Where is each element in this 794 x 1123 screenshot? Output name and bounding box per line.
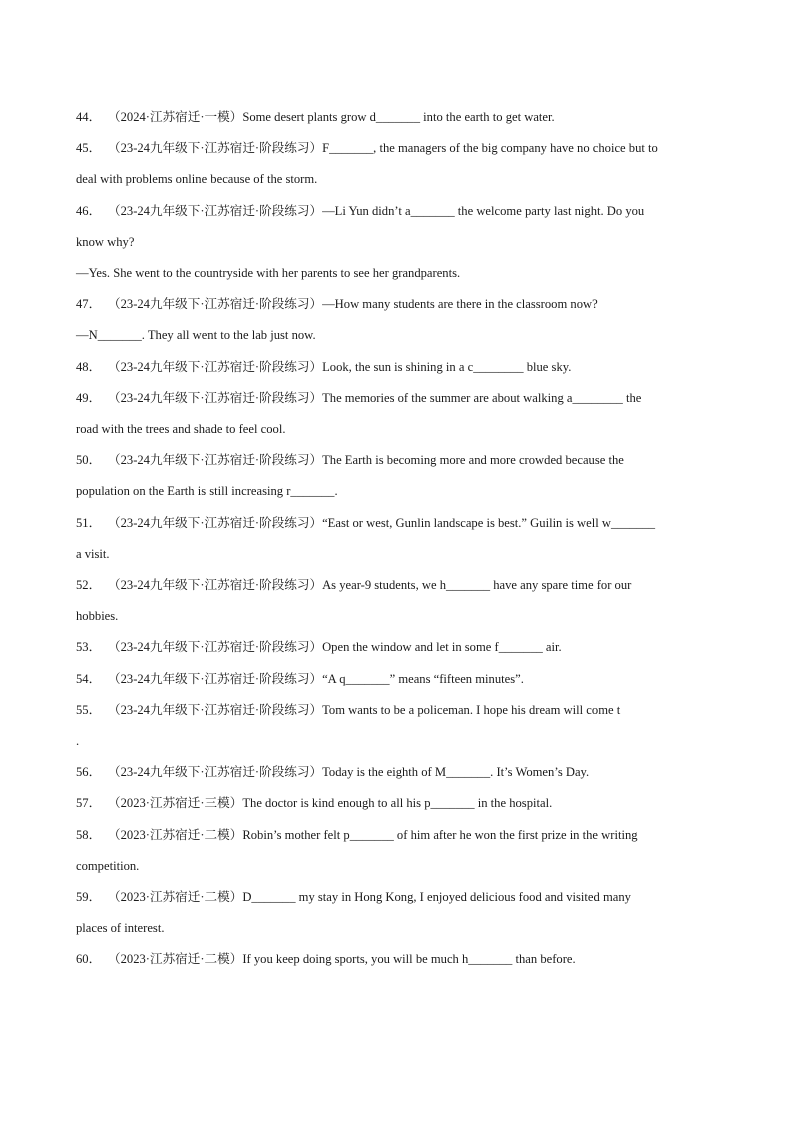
question-text: （23-24九年级下·江苏宿迁·阶段练习）The memories of the summer are about walking a________ the	[108, 390, 642, 405]
question-list	[76, 102, 718, 976]
question-text-cont: population on the Earth is still increasing r_______.	[76, 484, 338, 499]
question-47	[76, 289, 718, 351]
question-text: （23-24九年级下·江苏宿迁·阶段练习）Today is the eighth of M_______. It’s Women’s Day.	[108, 765, 590, 780]
question-text-cont: a visit.	[76, 546, 110, 561]
question-text-cont: .	[76, 734, 80, 749]
question-number: 57．	[76, 796, 102, 811]
question-number: 47．	[76, 297, 102, 312]
question-text: （2024·江苏宿迁·一模）Some desert plants grow d_______ into the earth to get water.	[108, 110, 555, 124]
question-text-cont: deal with problems online because of the storm.	[76, 172, 318, 187]
question-52	[76, 570, 718, 632]
question-number: 49．	[76, 390, 102, 405]
question-text-cont: hobbies.	[76, 609, 119, 624]
question-53	[76, 632, 718, 663]
question-number: 55．	[76, 702, 102, 717]
question-text: （23-24九年级下·江苏宿迁·阶段练习）As year-9 students, we h_______ have any spare time for our	[108, 578, 632, 593]
question-number: 48．	[76, 359, 102, 374]
question-59	[76, 882, 718, 944]
question-57	[76, 788, 718, 819]
question-text-cont: competition.	[76, 858, 140, 873]
question-54	[76, 664, 718, 695]
question-49	[76, 383, 718, 445]
question-text-cont: know why?	[76, 234, 135, 249]
question-text: （23-24九年级下·江苏宿迁·阶段练习）“A q_______” means “fifteen minutes”.	[108, 671, 524, 686]
question-text: （23-24九年级下·江苏宿迁·阶段练习）Open the window and let in some f_______ air.	[108, 640, 562, 655]
question-text: （23-24九年级下·江苏宿迁·阶段练习）—How many students are there in the classroom now?	[108, 297, 598, 312]
question-51	[76, 508, 718, 570]
question-number: 52．	[76, 578, 102, 593]
question-55	[76, 695, 718, 757]
question-60	[76, 944, 718, 975]
question-56	[76, 757, 718, 788]
question-48	[76, 352, 718, 383]
question-text-cont: road with the trees and shade to feel cool.	[76, 422, 286, 437]
question-50	[76, 445, 718, 507]
question-text: （23-24九年级下·江苏宿迁·阶段练习）—Li Yun didn’t a_______ the welcome party last night. Do you	[108, 203, 645, 218]
question-number: 58．	[76, 827, 102, 842]
question-number: 50．	[76, 453, 102, 468]
question-text: （2023·江苏宿迁·二模）If you keep doing sports, you will be much h_______ than before.	[108, 952, 576, 967]
question-number: 60．	[76, 952, 102, 967]
question-answer-line: —N_______. They all went to the lab just now.	[76, 328, 316, 343]
question-46	[76, 196, 718, 290]
question-number: 45．	[76, 141, 102, 156]
question-text: （23-24九年级下·江苏宿迁·阶段练习）Look, the sun is shining in a c________ blue sky.	[108, 359, 572, 374]
question-number: 54．	[76, 671, 102, 686]
question-text: （2023·江苏宿迁·三模）The doctor is kind enough to all his p_______ in the hospital.	[108, 796, 553, 811]
question-number: 46．	[76, 203, 102, 218]
question-text: （23-24九年级下·江苏宿迁·阶段练习）“East or west, Gunlin landscape is best.” Guilin is well w_______	[108, 515, 656, 530]
question-number: 44．	[76, 110, 102, 124]
question-44	[76, 102, 718, 133]
question-text: （2023·江苏宿迁·二模）Robin’s mother felt p_______ of him after he won the first prize in the writing	[108, 827, 638, 842]
question-text: （23-24九年级下·江苏宿迁·阶段练习）The Earth is becoming more and more crowded because the	[108, 453, 624, 468]
question-number: 51．	[76, 515, 102, 530]
question-number: 59．	[76, 890, 102, 905]
question-45	[76, 133, 718, 195]
question-text: （2023·江苏宿迁·二模）D_______ my stay in Hong Kong, I enjoyed delicious food and visited many	[108, 890, 631, 905]
question-text: （23-24九年级下·江苏宿迁·阶段练习）Tom wants to be a policeman. I hope his dream will come t	[108, 702, 621, 717]
question-number: 53．	[76, 640, 102, 655]
question-answer-line: —Yes. She went to the countryside with her parents to see her grandparents.	[76, 266, 461, 281]
question-58	[76, 820, 718, 882]
question-text: （23-24九年级下·江苏宿迁·阶段练习）F_______, the managers of the big company have no choice but to	[108, 141, 658, 156]
question-text-cont: places of interest.	[76, 921, 165, 936]
question-number: 56．	[76, 765, 102, 780]
